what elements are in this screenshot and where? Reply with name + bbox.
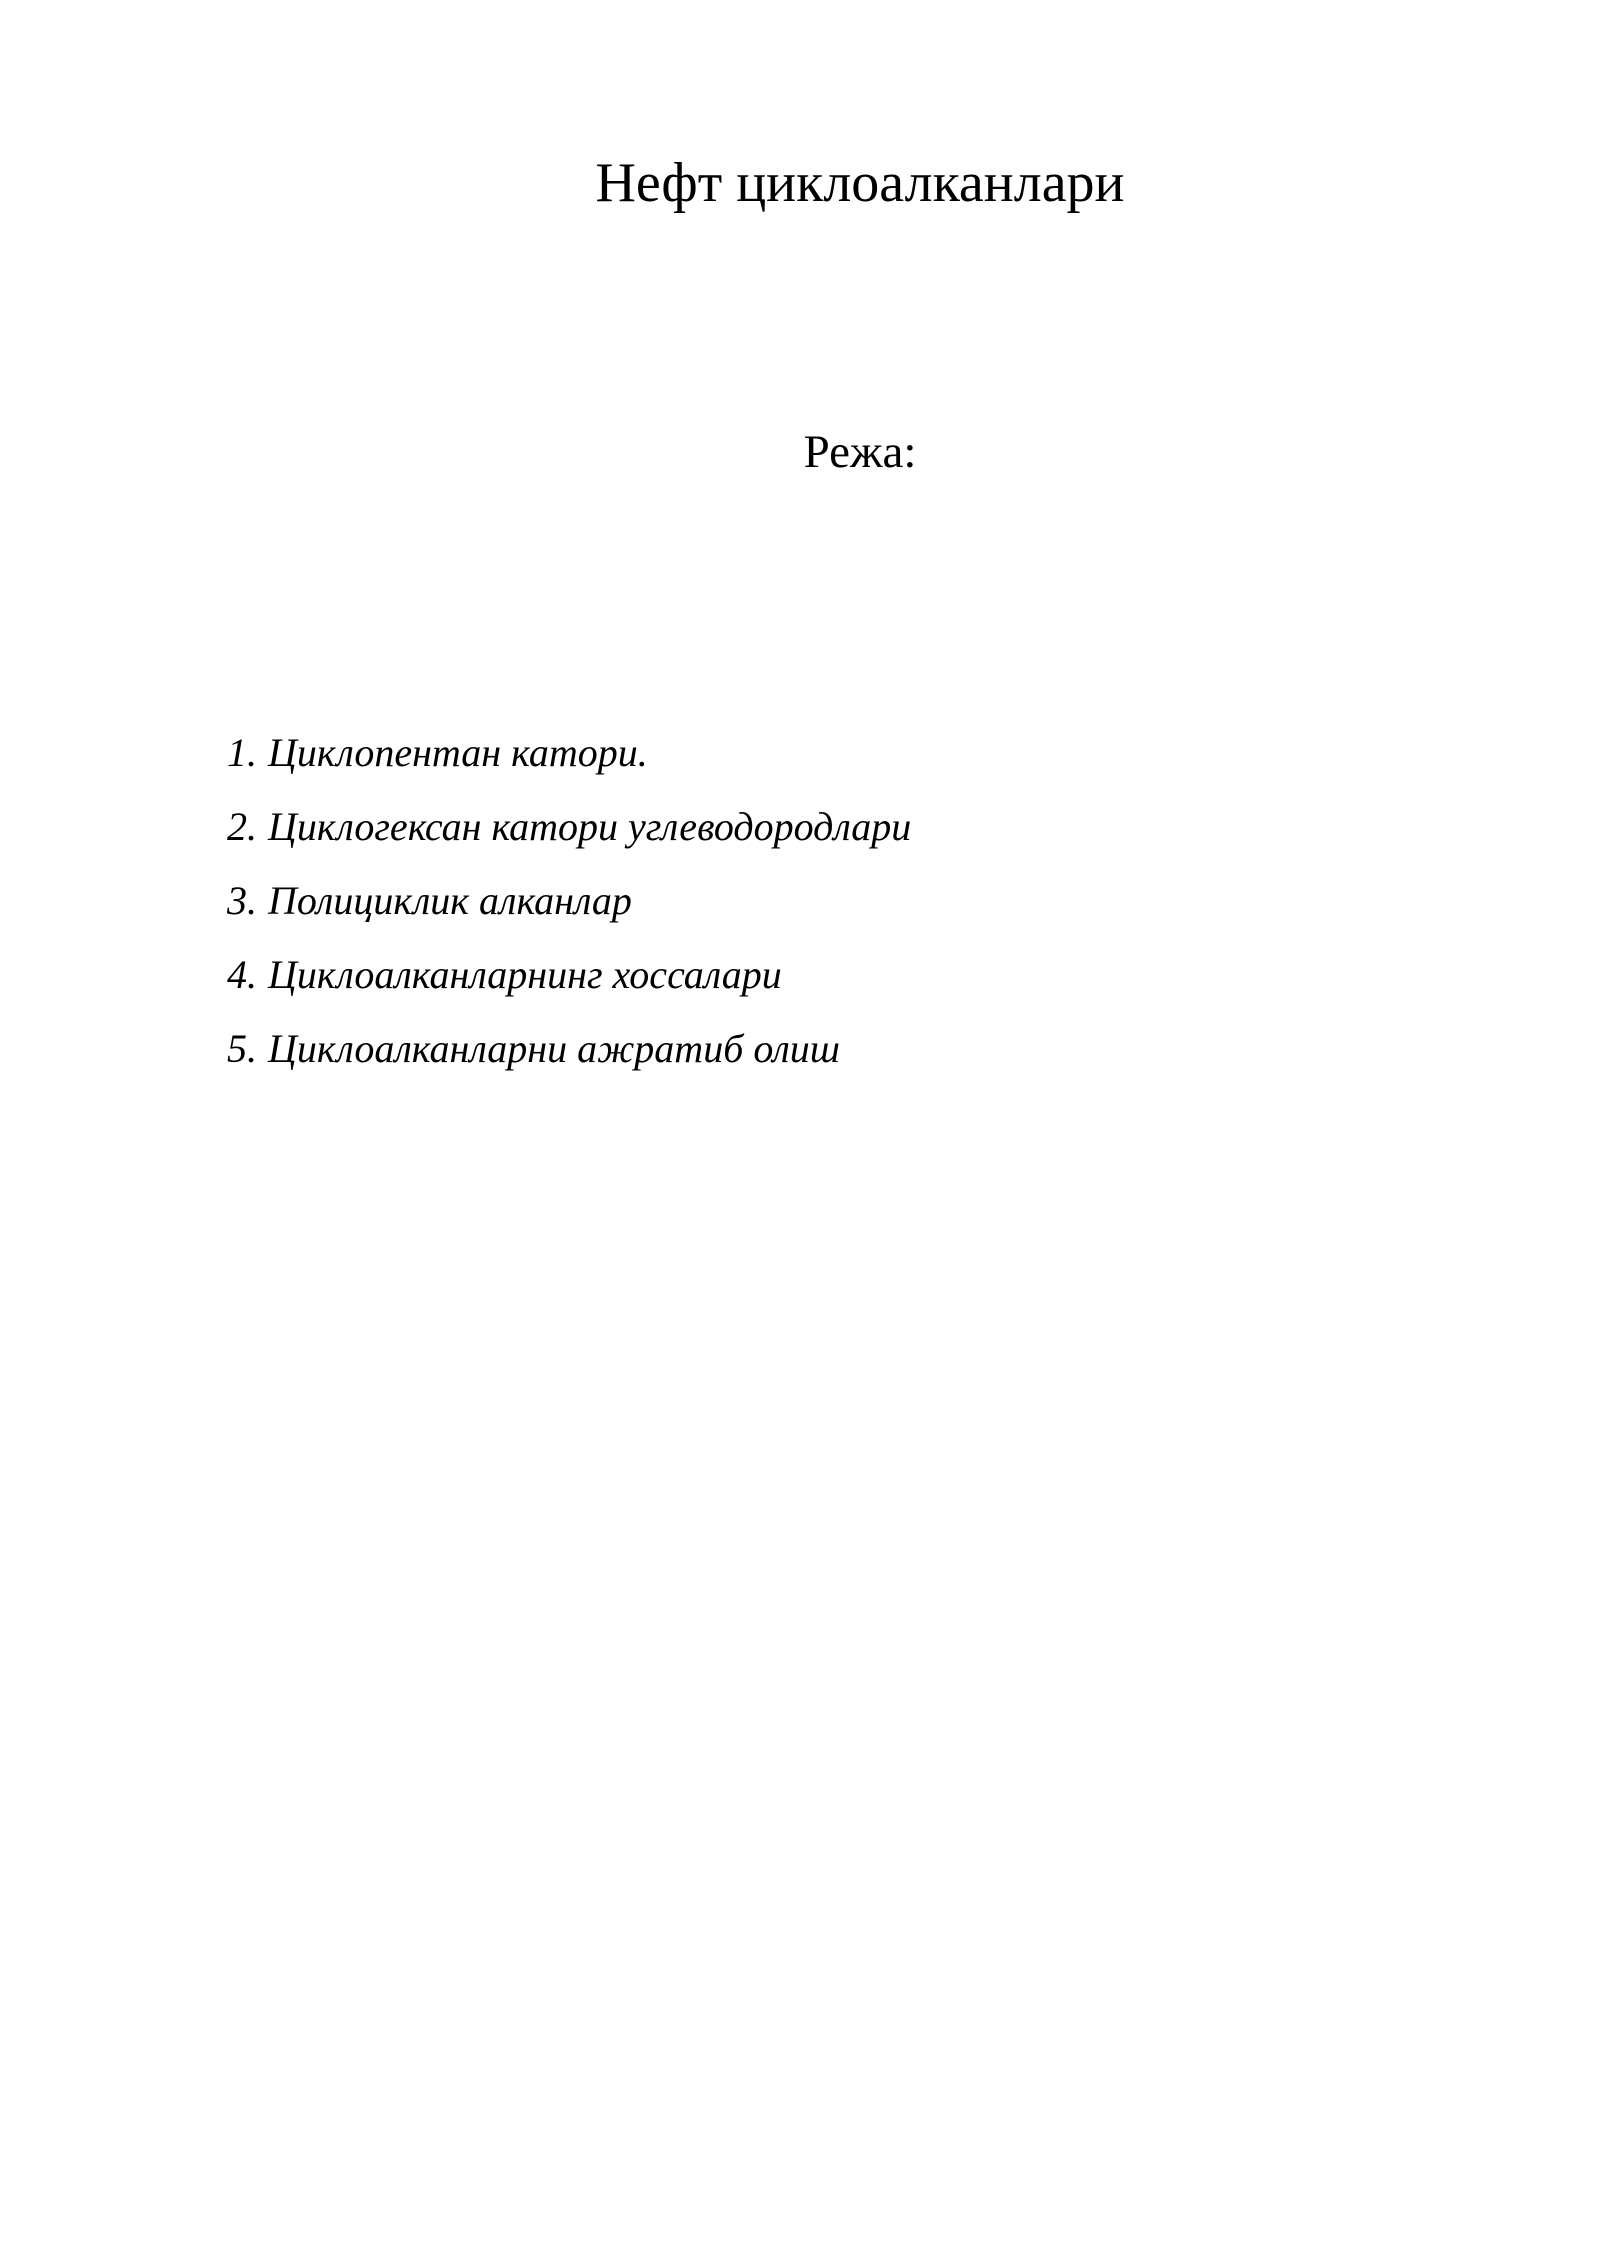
plan-heading: Режа:	[803, 426, 917, 478]
plan-list	[227, 728, 911, 1098]
plan-item-number: 5.	[227, 1026, 257, 1071]
plan-item-text: Циклоалканларни ажратиб олиш	[268, 1026, 840, 1071]
plan-item-1	[227, 728, 911, 802]
plan-item-text: Циклопентан катори.	[268, 730, 648, 775]
plan-item-number: 2.	[227, 804, 257, 849]
plan-item-5	[227, 1024, 911, 1098]
plan-item-4	[227, 950, 911, 1024]
document-title: Нефт циклоалканлари	[595, 152, 1125, 214]
plan-item-number: 4.	[227, 952, 257, 997]
plan-item-3	[227, 876, 911, 950]
plan-item-number: 1.	[227, 730, 257, 775]
plan-item-2	[227, 802, 911, 876]
plan-item-text: Циклогексан катори углеводородлари	[268, 804, 912, 849]
plan-item-number: 3.	[227, 878, 257, 923]
plan-item-text: Циклоалканларнинг хоссалари	[268, 952, 782, 997]
plan-item-text: Полициклик алканлар	[268, 878, 632, 923]
